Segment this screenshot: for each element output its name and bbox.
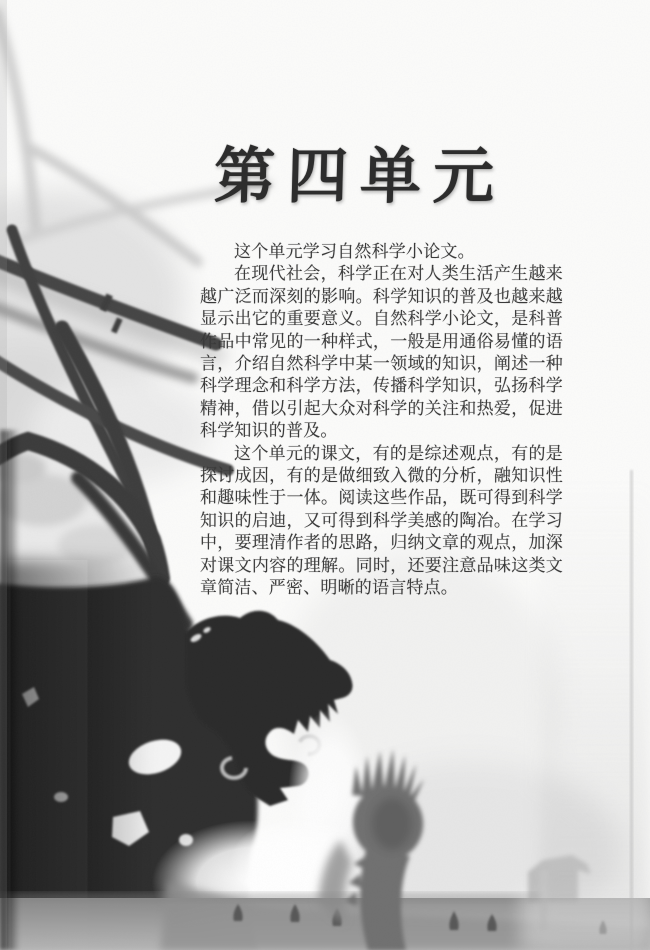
unit-intro-text — [200, 241, 563, 600]
unit-intro-paragraph: 在现代社会，科学正在对人类生活产生越来越广泛而深刻的影响。科学知识的普及也越来越显示出它的重要意义。自然科学小论文，是科普作品中常见的一种样式，一般是用通俗易懂的语言，介绍自然科学中某一领域的知识，阐述一种科学理念和科学方法，传播科学知识，弘扬科学精神，借以引起大众对科学的关注和热爱，促进科学知识的普及。 — [200, 264, 563, 441]
unit-intro-paragraph: 这个单元学习自然科学小论文。 — [234, 242, 475, 261]
unit-intro-paragraph: 这个单元的课文，有的是综述观点，有的是探讨成因，有的是做细致入微的分析，融知识性和趣味性于一体。阅读这些作品，既可得到科学知识的启迪，又可得到科学美感的陶冶。在学习中，要理清作者的思路，归纳文章的观点，加深对课文内容的理解。同时，还要注意品味这类文章简洁、严密、明晰的语言特点。 — [200, 443, 563, 598]
unit-title: 第四单元 — [213, 144, 507, 211]
